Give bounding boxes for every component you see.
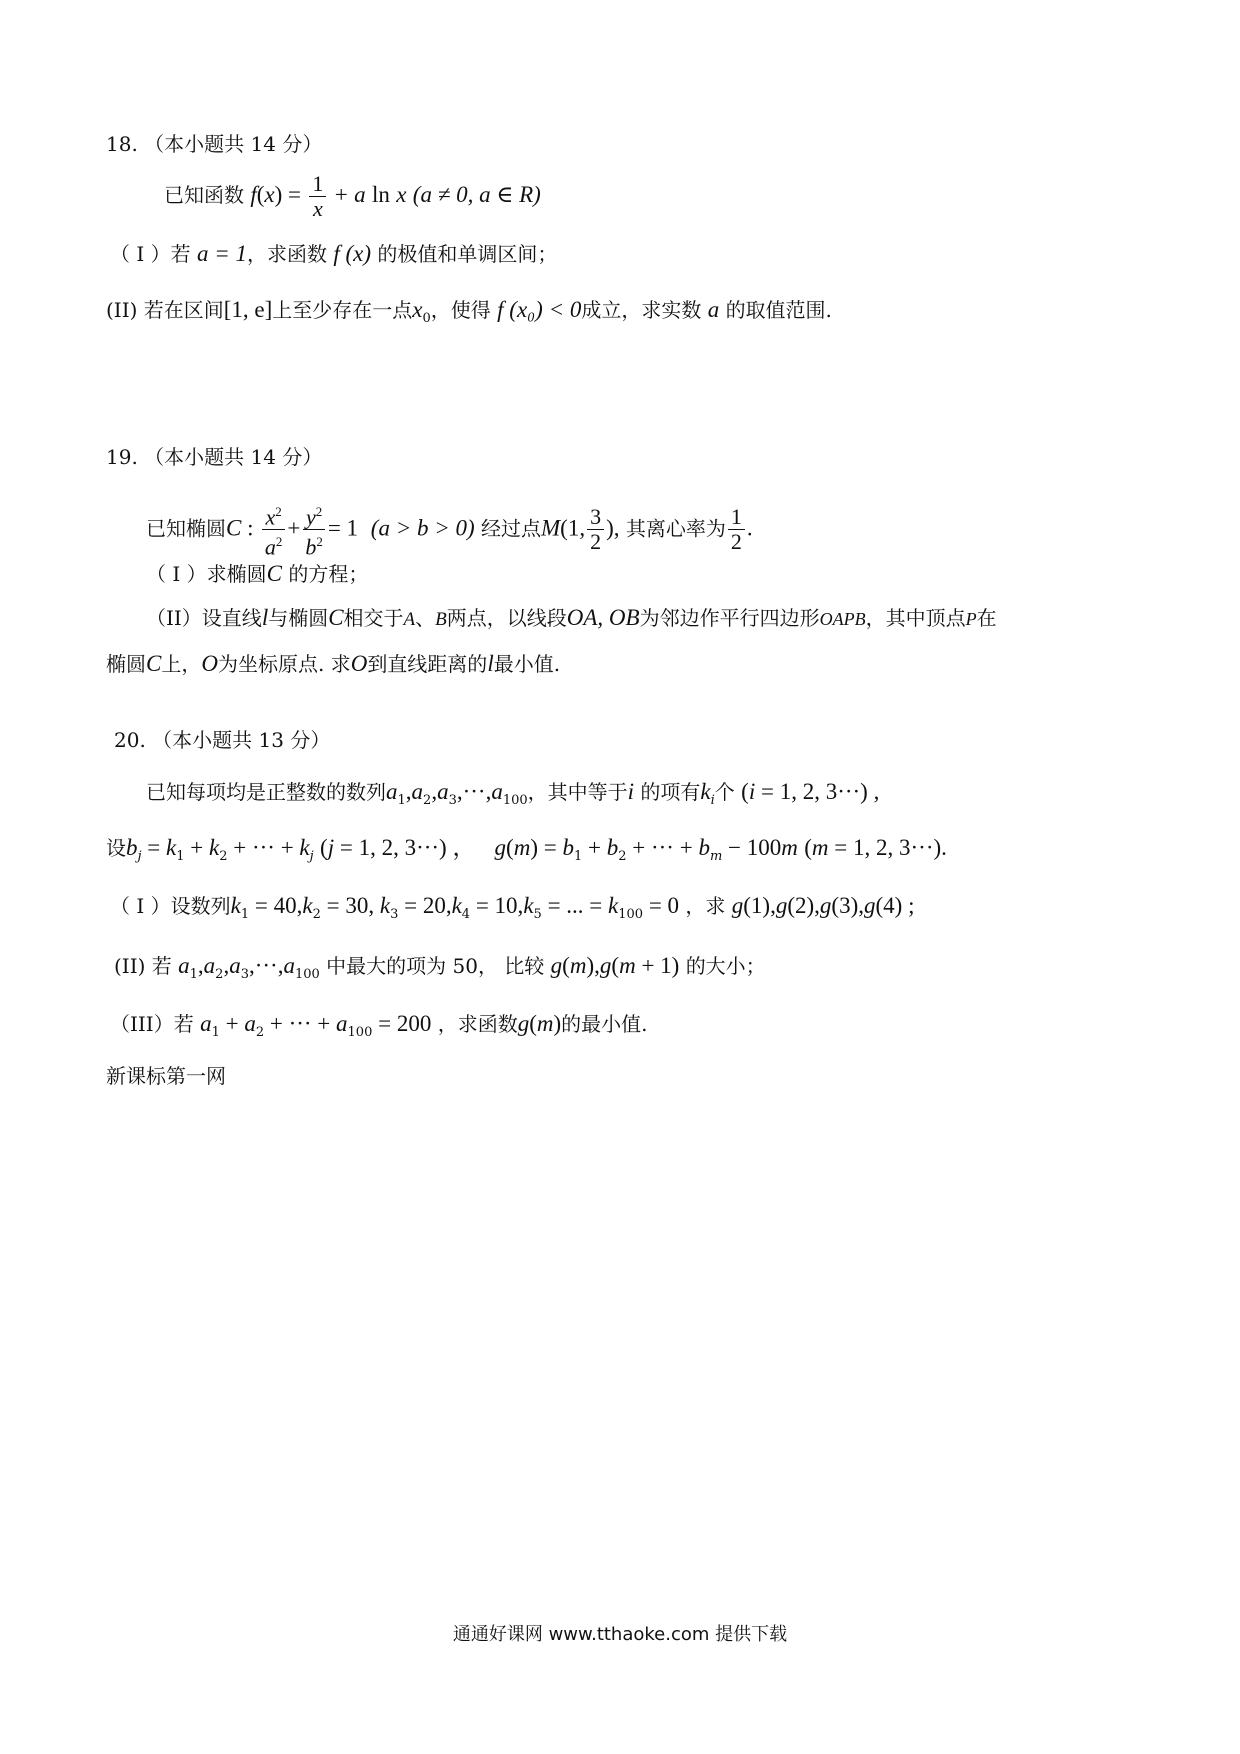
source-note: 新课标第一网 (106, 1064, 226, 1088)
q20-intro: 已知每项均是正整数的数列$a_1,a_2,a_3,\cdot\cdot\cdot,a_{100}$，其中等于i 的项有$k_i$个 (i = 1, 2, 3···) , (146, 779, 880, 808)
q20-part1: （ I ）设数列$k_1 = 40,k_2 = 30$, $k_3 = 20,k_4 = 10,k_5$ = ... = $k_{100} = 0$ ，求 g(1),g(2),g(3),g(4) ; (110, 893, 915, 922)
q18-fraction: $\frac{1}{x}$ (309, 172, 326, 221)
q18-heading: 18. （本小题共 14 分） (106, 132, 323, 156)
q18-part2: (II) 若在区间[1, e]上至少存在一点$x_0$，使得 f (x₀) < 0成立，求实数 a 的取值范围. (106, 297, 832, 326)
q20-part2: (II) 若 $a_1,a_2,a_3,\cdot\cdot\cdot,a_{100}$ 中最大的项为 50， 比较 g(m),g(m + 1) 的大小； (114, 953, 766, 982)
q18-part1: （ I ）若 a = 1，求函数 f (x) 的极值和单调区间； (110, 241, 558, 266)
q19-part2-cont: 椭圆C上，O为坐标原点. 求O到直线距离的l最小值. (106, 651, 561, 676)
q19-statement: 已知椭圆C : $\frac{x^2}{a^2}$ + $\frac{y^2}{b^2}$ = 1 (a > b > 0) 经过点M(1, $\frac{3}{2}$ ), 其离心率为 $\frac{1}{2}$ . (146, 500, 753, 560)
q19-part1: （ I ）求椭圆C 的方程； (146, 561, 369, 586)
q20-part3: （III）若 $a_1 + a_2$ + ··· + $a_{100} = 200$ ，求函数g(m)的最小值. (110, 1011, 648, 1040)
q19-heading: 19. （本小题共 14 分） (106, 445, 323, 469)
q18-statement: 已知函数 f(x) = $\frac{1}{x}$ + a ln x (a ≠ 0, a ∈ R) (164, 171, 541, 221)
q19-part2: （II）设直线l与椭圆C相交于A、B两点，以线段OA, OB为邻边作平行四边形OAPB，其中顶点P在 (146, 605, 997, 630)
page-footer: 通通好课网 www.tthaoke.com 提供下载 (452, 1624, 788, 1645)
q20-definition: 设$b_j = k_1 + k_2$ + ··· + $k_j$ (j = 1, 2, 3···) ， $g(m) = b_1 + b_2$ + ··· + $b_m - 100m$ (m = 1, 2, 3···). (106, 835, 947, 864)
q20-heading: 20. （本小题共 13 分） (114, 728, 331, 752)
